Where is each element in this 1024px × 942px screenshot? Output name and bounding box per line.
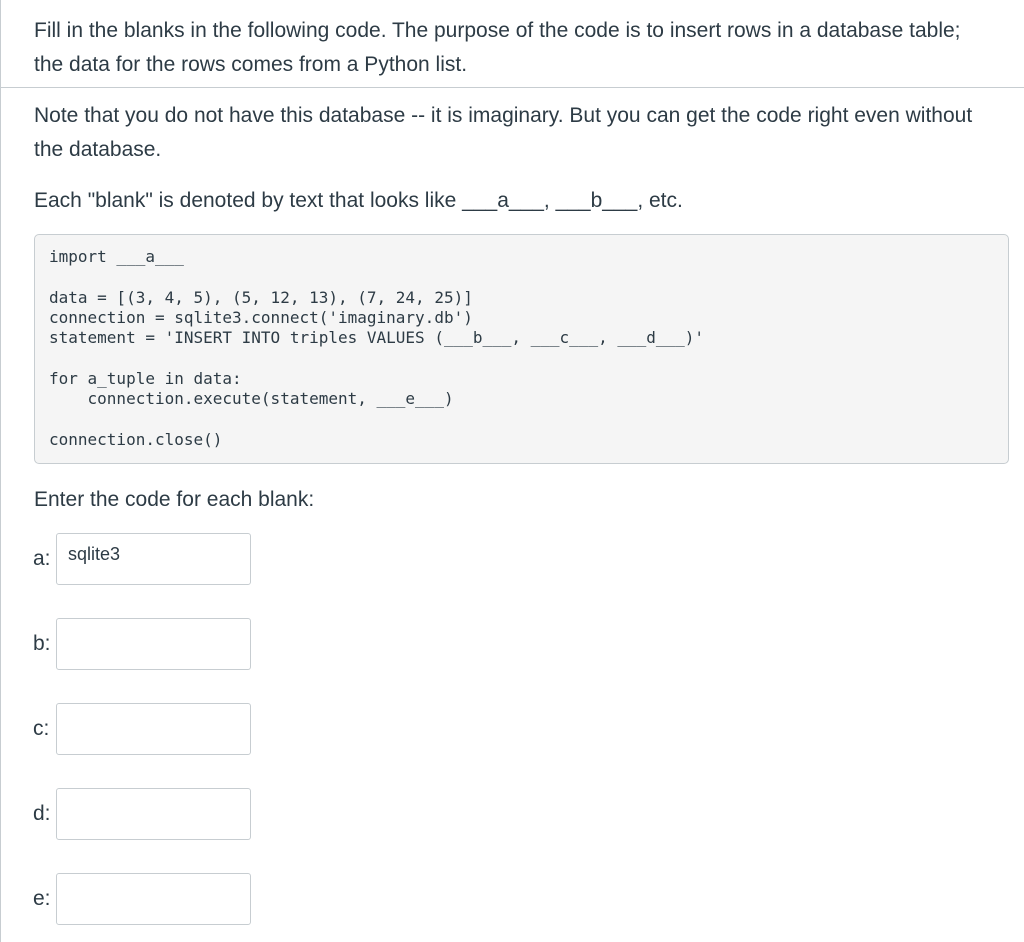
instruction-paragraph: Fill in the blanks in the following code. The purpose of the code is to insert rows in a database table; the data for the rows comes from a Python list. bbox=[34, 19, 961, 76]
blank-format-paragraph: Each "blank" is denoted by text that looks like ___a___, ___b___, etc. bbox=[34, 189, 683, 212]
blank-label-d: d: bbox=[33, 802, 51, 825]
blank-label-e: e: bbox=[33, 887, 51, 910]
code-line-import: import ___a___ bbox=[49, 247, 184, 266]
note-paragraph: Note that you do not have this database -- it is imaginary. But you can get the code right even without the database. bbox=[34, 104, 973, 161]
code-line-data: data = [(3, 4, 5), (5, 12, 13), (7, 24, 25)] bbox=[49, 288, 473, 307]
code-line-close: connection.close() bbox=[49, 430, 223, 449]
blank-label-c: c: bbox=[33, 717, 50, 740]
blank-input-e[interactable] bbox=[56, 873, 251, 925]
blank-label-b: b: bbox=[33, 632, 51, 655]
blank-input-b[interactable] bbox=[56, 618, 251, 670]
code-line-statement: statement = 'INSERT INTO triples VALUES (___b___, ___c___, ___d___)' bbox=[49, 328, 705, 347]
code-line-for: for a_tuple in data: bbox=[49, 369, 242, 388]
code-block bbox=[34, 234, 1009, 464]
blank-prompt: Enter the code for each blank: bbox=[34, 488, 315, 511]
code-line-execute: connection.execute(statement, ___e___) bbox=[49, 389, 454, 408]
blank-input-c[interactable] bbox=[56, 703, 251, 755]
code-line-connection: connection = sqlite3.connect('imaginary.db') bbox=[49, 308, 473, 327]
blank-input-d[interactable] bbox=[56, 788, 251, 840]
divider bbox=[1, 87, 1024, 88]
blank-input-a[interactable] bbox=[56, 533, 251, 585]
blank-label-a: a: bbox=[33, 547, 51, 570]
